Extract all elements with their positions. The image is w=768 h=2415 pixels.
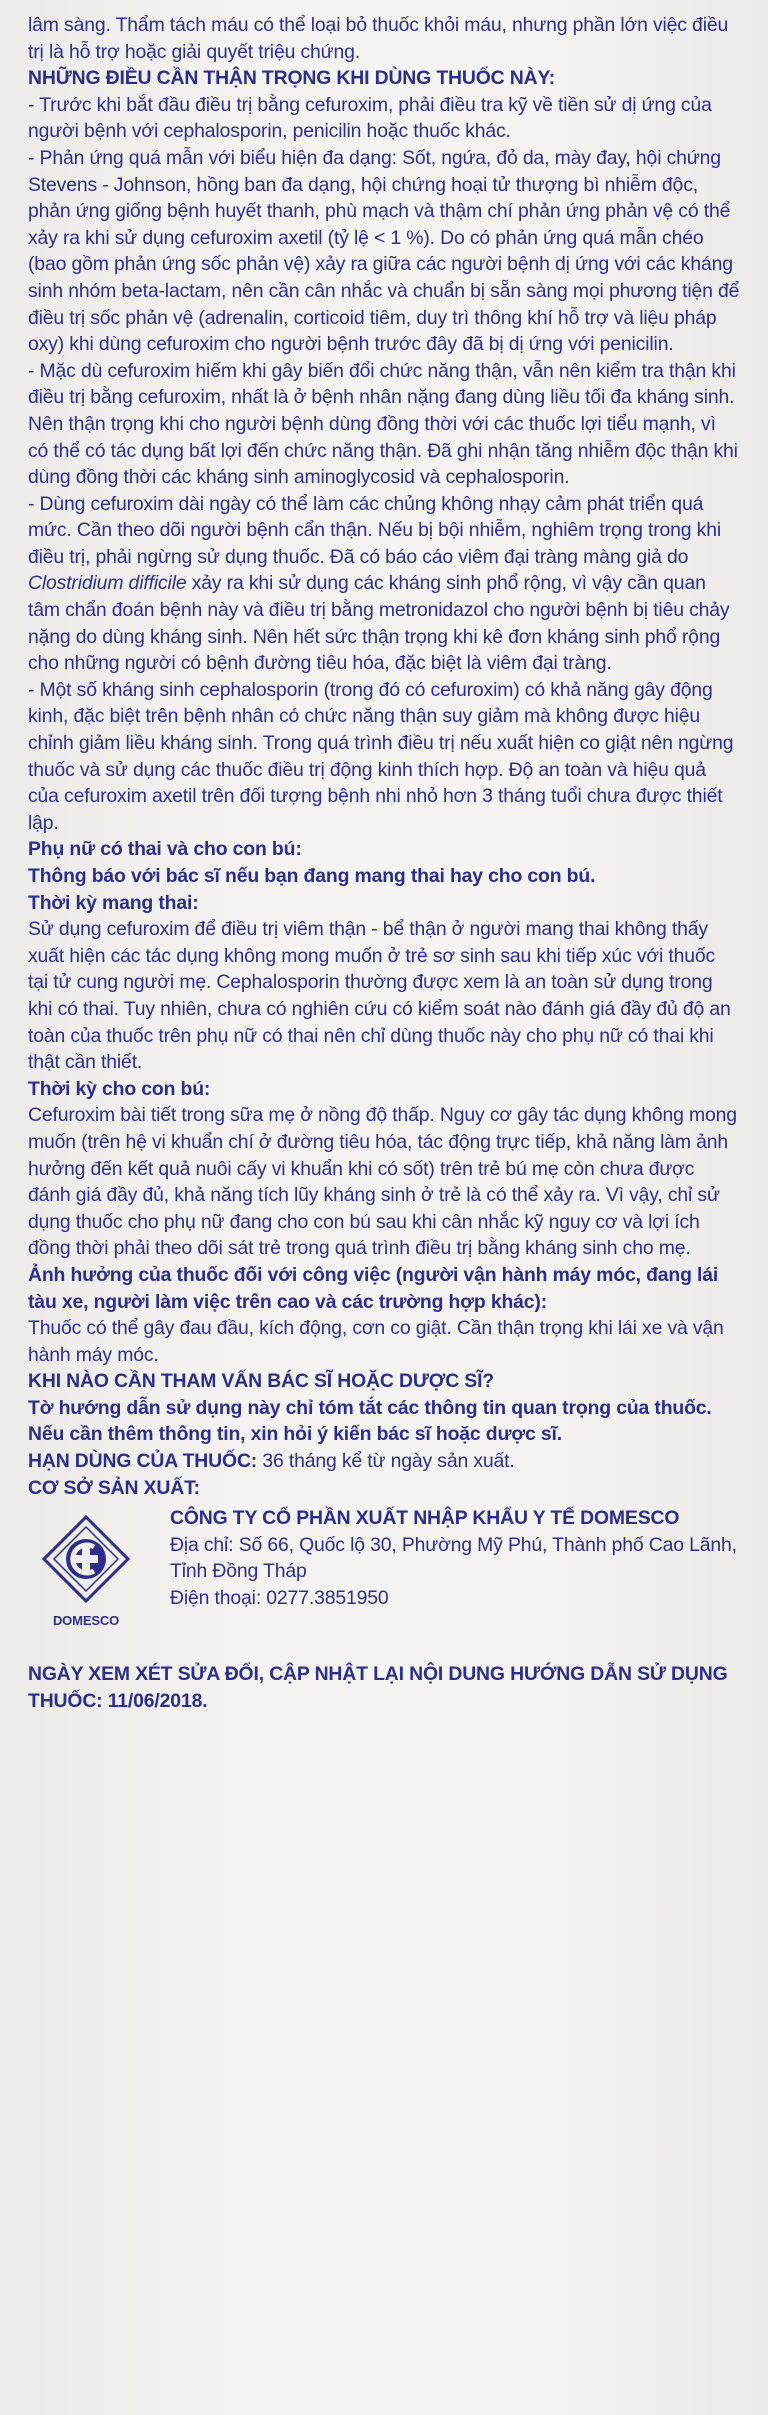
superinfection-text-a: - Dùng cefuroxim dài ngày có thể làm các chủng không nhạy cảm phát triển quá mức. Cần theo dõi người bệnh cẩn thận. Nếu bị bội nhiễm, nghiêm trọng trong khi điều trị, phải ngừng sử dụng thuốc. Đã có báo cáo viêm đại tràng màng giả do xyxy=(28,492,721,568)
logo-wordmark: DOMESCO xyxy=(52,1613,120,1629)
leaflet-page xyxy=(28,12,740,1714)
driving-text: Thuốc có thể gây đau đầu, kích động, cơn co giật. Cần thận trọng khi lái xe và vận hành máy móc. xyxy=(28,1317,724,1366)
company-info xyxy=(170,1505,740,1611)
superinfection-text-b: xảy ra khi sử dụng các kháng sinh phổ rộng, vì vậy cần quan tâm chẩn đoán bệnh này và điều trị bằng metronidazol cho người bệnh bị tiêu chảy nặng do dùng kháng sinh. Nên hết sức thận trọng khi kê đơn kháng sinh phổ rộng cho những người có bệnh đường tiêu hóa, đặc biệt là viêm đại tràng. xyxy=(28,572,730,675)
company-address: Địa chỉ: Số 66, Quốc lộ 30, Phường Mỹ Phú, Thành phố Cao Lãnh, Tỉnh Đồng Tháp xyxy=(170,1533,737,1583)
pregnancy-subheading: Thời kỳ mang thai: xyxy=(28,891,199,914)
consult-text: Tờ hướng dẫn sử dụng này chỉ tóm tắt các thông tin quan trọng của thuốc. Nếu cần thêm thông tin, xin hỏi ý kiến bác sĩ hoặc dược sĩ. xyxy=(28,1396,712,1446)
shelf-life-value: 36 tháng kể từ ngày sản xuất. xyxy=(257,1450,515,1473)
precaution-hypersensitivity: - Phản ứng quá mẫn với biểu hiện đa dạng: Sốt, ngứa, đỏ da, mày đay, hội chứng Stevens - Johnson, hồng ban đa dạng, hội chứng hoại tử thượng bì nhiễm độc, phản ứng giống bệnh huyết thanh, phù mạch và thậm chí phản ứng phản vệ có thể xảy ra khi sử dụng cefuroxim axetil (tỷ lệ < 1 %). Do có phản ứng quá mẫn chéo (bao gồm phản ứng sốc phản vệ) xảy ra giữa các người bệnh dị ứng với các kháng sinh nhóm beta-lactam, nên cần cân nhắc và chuẩn bị sẵn sàng mọi phương tiện để điều trị sốc phản vệ (adrenalin, corticoid tiêm, duy trì thông khí hỗ trợ và liệu pháp oxy) khi dùng cefuroxim cho người bệnh trước đây đã bị dị ứng với penicilin. xyxy=(28,146,740,356)
intro-paragraph: lâm sàng. Thẩm tách máu có thể loại bỏ thuốc khỏi máu, nhưng phần lớn việc điều trị là hỗ trợ hoặc giải quyết triệu chứng. xyxy=(28,14,729,63)
shelf-life-label: HẠN DÙNG CỦA THUỐC: xyxy=(28,1450,258,1473)
precaution-allergy-history: - Trước khi bắt đầu điều trị bằng cefuroxim, phải điều tra kỹ về tiền sử dị ứng của người bệnh với cephalosporin, penicilin hoặc thuốc khác. xyxy=(28,93,712,143)
precautions-heading: NHỮNG ĐIỀU CẦN THẬN TRỌNG KHI DÙNG THUỐC NÀY: xyxy=(28,67,556,90)
consult-heading: KHI NÀO CẦN THAM VẤN BÁC SĨ HOẶC DƯỢC SĨ? xyxy=(28,1370,494,1393)
manufacturer-heading: CƠ SỞ SẢN XUẤT: xyxy=(28,1476,200,1499)
manufacturer-block xyxy=(28,1505,740,1655)
precaution-superinfection xyxy=(28,491,740,677)
lactation-subheading: Thời kỳ cho con bú: xyxy=(28,1077,211,1100)
pregnancy-heading: Phụ nữ có thai và cho con bú: xyxy=(28,838,302,861)
domesco-logo xyxy=(36,1513,136,1633)
company-name: CÔNG TY CỔ PHẦN XUẤT NHẬP KHẨU Y TẾ DOMESCO xyxy=(170,1507,680,1530)
lactation-text: Cefuroxim bài tiết trong sữa mẹ ở nồng độ thấp. Nguy cơ gây tác dụng không mong muốn (trên hệ vi khuẩn chí ở đường tiêu hóa, tác động trực tiếp, khả năng làm ảnh hưởng đến kết quả nuôi cấy vi khuẩn khi có sốt) trên trẻ bú mẹ còn chưa được đánh giá đầy đủ, khả năng tích lũy kháng sinh ở trẻ là có thể xảy ra. Vì vậy, chỉ sử dụng thuốc cho phụ nữ đang cho con bú sau khi cân nhắc kỹ nguy cơ và lợi ích đồng thời phải theo dõi sát trẻ trong quá trình điều trị bằng kháng sinh cho mẹ. xyxy=(28,1104,737,1260)
domesco-logo-icon xyxy=(36,1513,136,1633)
pregnancy-text: Sử dụng cefuroxim để điều trị viêm thận - bể thận ở người mang thai không thấy xuất hiện các tác dụng không mong muốn ở trẻ sơ sinh sau khi tiếp xúc với thuốc tại tử cung người mẹ. Cephalosporin thường được xem là an toàn sử dụng trong khi có thai. Tuy nhiên, chưa có nghiên cứu có kiểm soát nào đánh giá đầy đủ độ an toàn của thuốc trên phụ nữ có thai nên chỉ dùng thuốc này cho phụ nữ có thai khi thật cần thiết. xyxy=(28,918,731,1074)
revision-date: NGÀY XEM XÉT SỬA ĐỔI, CẬP NHẬT LẠI NỘI DUNG HƯỚNG DẪN SỬ DỤNG THUỐC: 11/06/2018. xyxy=(28,1663,728,1712)
precaution-renal: - Mặc dù cefuroxim hiếm khi gây biến đổi chức năng thận, vẫn nên kiểm tra thận khi điều trị bằng cefuroxim, nhất là ở bệnh nhân nặng đang dùng liều tối đa kháng sinh. Nên thận trọng khi cho người bệnh dùng đồng thời với các thuốc lợi tiểu mạnh, vì có thể có tác dụng bất lợi đến chức năng thận. Đã ghi nhận tăng nhiễm độc thận khi dùng đồng thời các kháng sinh aminoglycosid và cephalosporin. xyxy=(28,359,738,489)
driving-heading: Ảnh hưởng của thuốc đối với công việc (người vận hành máy móc, đang lái tàu xe, người làm việc trên cao và các trường hợp khác): xyxy=(28,1263,719,1313)
precaution-seizures: - Một số kháng sinh cephalosporin (trong đó có cefuroxim) có khả năng gây động kinh, đặc biệt trên bệnh nhân có chức năng thận suy giảm mà không được hiệu chỉnh giảm liều kháng sinh. Trong quá trình điều trị nếu xuất hiện co giật nên ngừng thuốc và sử dụng các thuốc điều trị động kinh thích hợp. Độ an toàn và hiệu quả của cefuroxim axetil trên đối tượng bệnh nhi nhỏ hơn 3 tháng tuổi chưa được thiết lập. xyxy=(28,678,734,834)
organism-name: Clostridium difficile xyxy=(28,572,187,595)
company-phone: Điện thoại: 0277.3851950 xyxy=(170,1587,389,1610)
pregnancy-notice: Thông báo với bác sĩ nếu bạn đang mang thai hay cho con bú. xyxy=(28,865,596,887)
shelf-life xyxy=(28,1448,740,1475)
